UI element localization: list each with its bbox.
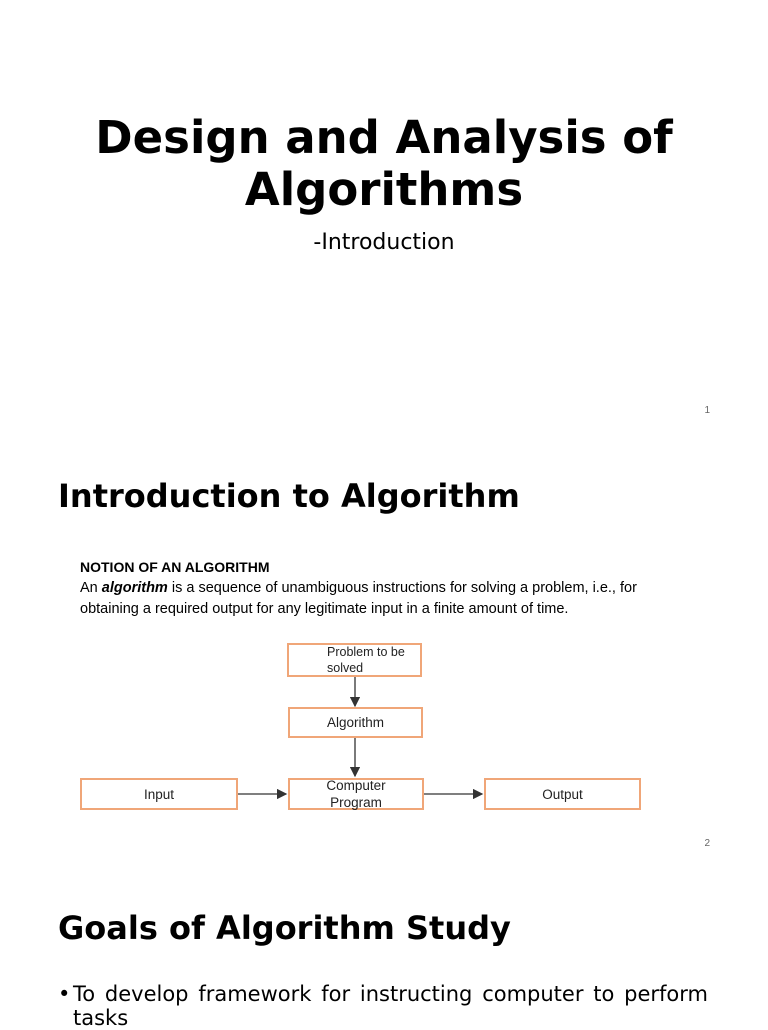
definition-prefix: An (80, 580, 102, 596)
slide-2 (0, 432, 768, 864)
input-box: Input (80, 778, 238, 810)
program-box: Computer Program (288, 778, 424, 810)
definition-term: algorithm (101, 580, 168, 596)
slide-title: Goals of Algorithm Study (58, 909, 511, 947)
bullet-text: To develop framework for instructing computer to perform tasks (73, 982, 708, 1030)
slide-subtitle: -Introduction (313, 230, 455, 255)
bullet-item (58, 982, 708, 1030)
slide-number: 2 (704, 838, 710, 849)
notion-heading: NOTION OF AN ALGORITHM (80, 559, 270, 575)
slide-title: Introduction to Algorithm (58, 477, 520, 515)
bullet-dot-icon: • (58, 982, 71, 1006)
definition-rest: is a sequence of unambiguous instructions for solving a problem, i.e., for obtaining a required output for any legitimate input in a finite amount of time. (80, 580, 637, 617)
slide-3 (0, 864, 768, 1030)
problem-box: Problem to be solved (287, 643, 422, 677)
slide-number: 1 (704, 405, 710, 416)
slide-title: Design and Analysis of Algorithms (95, 111, 673, 216)
algorithm-box: Algorithm (288, 707, 423, 738)
slide-1 (0, 0, 768, 432)
output-box: Output (484, 778, 641, 810)
algorithm-definition (80, 578, 680, 620)
